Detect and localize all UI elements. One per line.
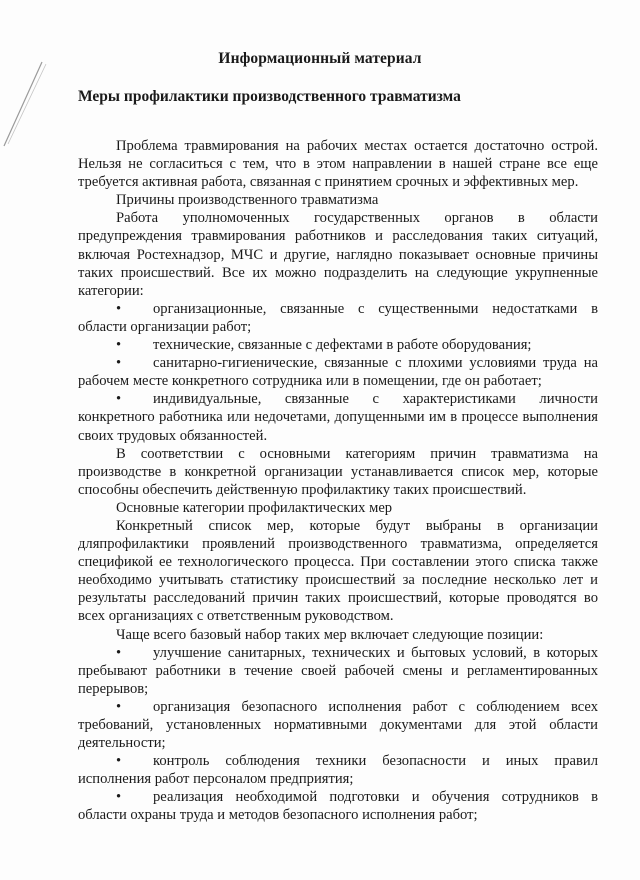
list-item-text: улучшение санитарных, технических и бытовых условий, в которых пребывают работники в течение своей рабочей смены и регламентированных перерывов; [78,644,598,697]
list-item [78,390,598,444]
list-item [78,752,598,788]
section-heading: Причины производственного травматизма [116,192,379,209]
bullet-icon: • [116,391,122,408]
list-item-text: реализация необходимой подготовки и обучения сотрудников в области охраны труда и методов безопасного исполнения работ; [78,789,598,824]
paragraph: Проблема травмирования на рабочих местах остается достаточно острой. Нельзя не согласиться с тем, что в этом направлении в нашей стране все еще требуется активная работа, связанная с принятием срочных и эффективных мер. [78,138,598,191]
list-item [78,354,598,390]
section-heading: Основные категории профилактических мер [116,499,393,516]
bullet-icon: • [116,337,122,354]
list-item [78,698,598,752]
list-item-text: санитарно-гигиенические, связанные с плохими условиями труда на рабочем месте конкретного сотрудника или в помещении, где он работает; [78,355,598,390]
list-item [78,644,598,698]
list-item-text: организационные, связанные с существенными недостатками в области организации работ; [78,300,598,335]
document-title: Информационный материал [218,50,422,67]
paragraph: В соответствии с основными категориям причин травматизма на производстве в конкретной организации устанавливается список мер, которые способны обеспечить действенную профилактику таких происшествий. [78,445,598,498]
scan-edge-mark [2,58,72,148]
bullet-icon: • [116,698,122,715]
document-body [78,137,598,825]
document-subtitle: Меры профилактики производственного травматизма [78,88,461,105]
list-item [78,336,598,354]
paragraph: Работа уполномоченных государственных органов в области предупреждения травмирования работников и расследования таких ситуаций, включая Ростехнадзор, МЧС и другие, наглядно показывает основные причины таких происшествий. Все их можно подразделить на следующие укрупненные категории: [78,210,598,299]
bullet-icon: • [116,300,122,317]
paragraph: Конкретный список мер, которые будут выбраны в организации дляпрофилактики проявлений производственного травматизма, определяется спецификой ее технологического процесса. При составлении этого списка также необходимо учитывать статистику происшествий за последние несколько лет и результаты расследований причин таких происшествий, которые проводятся во всех организациях с ответственным руководством. [78,517,598,625]
paragraph: Чаще всего базовый набор таких мер включает следующие позиции: [116,626,544,643]
list-item-text: индивидуальные, связанные с характеристиками личности конкретного работника или недочетами, допущенными им в процессе выполнения своих трудовых обязанностей. [78,391,598,444]
list-item [78,788,598,824]
bullet-icon: • [116,753,122,770]
list-item-text: контроль соблюдения техники безопасности и иных правил исполнения работ персоналом предприятия; [78,753,598,788]
bullet-icon: • [116,355,122,372]
list-item-text: организация безопасного исполнения работ с соблюдением всех требований, установленных нормативными документами для этой области деятельности; [78,698,598,752]
bullet-icon: • [116,789,122,806]
list-item-text: технические, связанные с дефектами в работе оборудования; [153,337,532,354]
bullet-icon: • [116,644,122,661]
list-item [78,300,598,336]
